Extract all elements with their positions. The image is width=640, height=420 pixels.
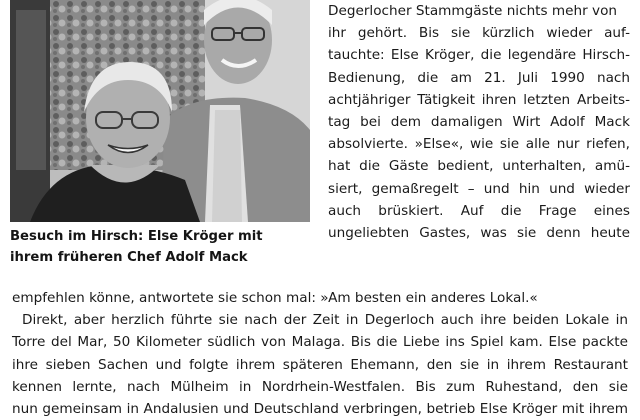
photo-two-people [10,0,310,222]
text-line: Bedienung, die am 21. Juli 1990 nach [328,69,630,86]
caption-line-2: ihrem früheren Chef Adolf Mack [10,250,248,265]
text-line: hat die Gäste bedient, unterhalten, amü- [328,158,630,175]
text-line: achtjähriger Tätigkeit ihren letzten Arbeits- [328,91,630,108]
article-photo [10,0,310,222]
text-line: nun gemeinsam in Andalusien und Deutschland verbringen, betrieb Else Kröger mit ihrem [12,401,628,418]
text-line: tauchte: Else Kröger, die legendäre Hirsch- [328,47,630,64]
text-line: empfehlen könne, antwortete sie schon mal: »Am besten ein anderes Lokal.« [12,290,538,306]
text-line: kennen lernte, nach Mülheim in Nordrhein-Westfalen. Bis zum Ruhestand, den sie [12,378,628,395]
paragraph-start-line: Direkt, aber herzlich führte sie nach der Zeit in Degerloch auch ihre beiden Lokale in [22,312,628,329]
text-full-width [12,287,628,420]
photo-caption [10,226,310,268]
text-line: Degerlocher Stammgäste nichts mehr von [328,3,618,19]
text-line: tag bei dem damaligen Wirt Adolf Mack [328,114,630,131]
text-line: Torre del Mar, 50 Kilometer südlich von Malaga. Bis die Liebe ins Spiel kam. Else packte [12,334,628,351]
caption-line-1: Besuch im Hirsch: Else Kröger mit [10,229,263,244]
text-line: ungeliebten Gastes, was sie denn heute [328,225,630,242]
text-line: siert, gemaßregelt – und hin und wieder [328,180,630,197]
text-line: absolvierte. »Else«, wie sie alle nur riefen, [328,136,630,153]
text-line: ihre sieben Sachen und folgte ihrem späteren Ehemann, den sie in ihrem Restaurant [12,356,628,373]
text-line: ihr gehört. Bis sie kürzlich wieder auf- [328,25,630,42]
text-line: auch brüskiert. Auf die Frage eines [328,202,630,219]
text-column-right [328,0,630,244]
